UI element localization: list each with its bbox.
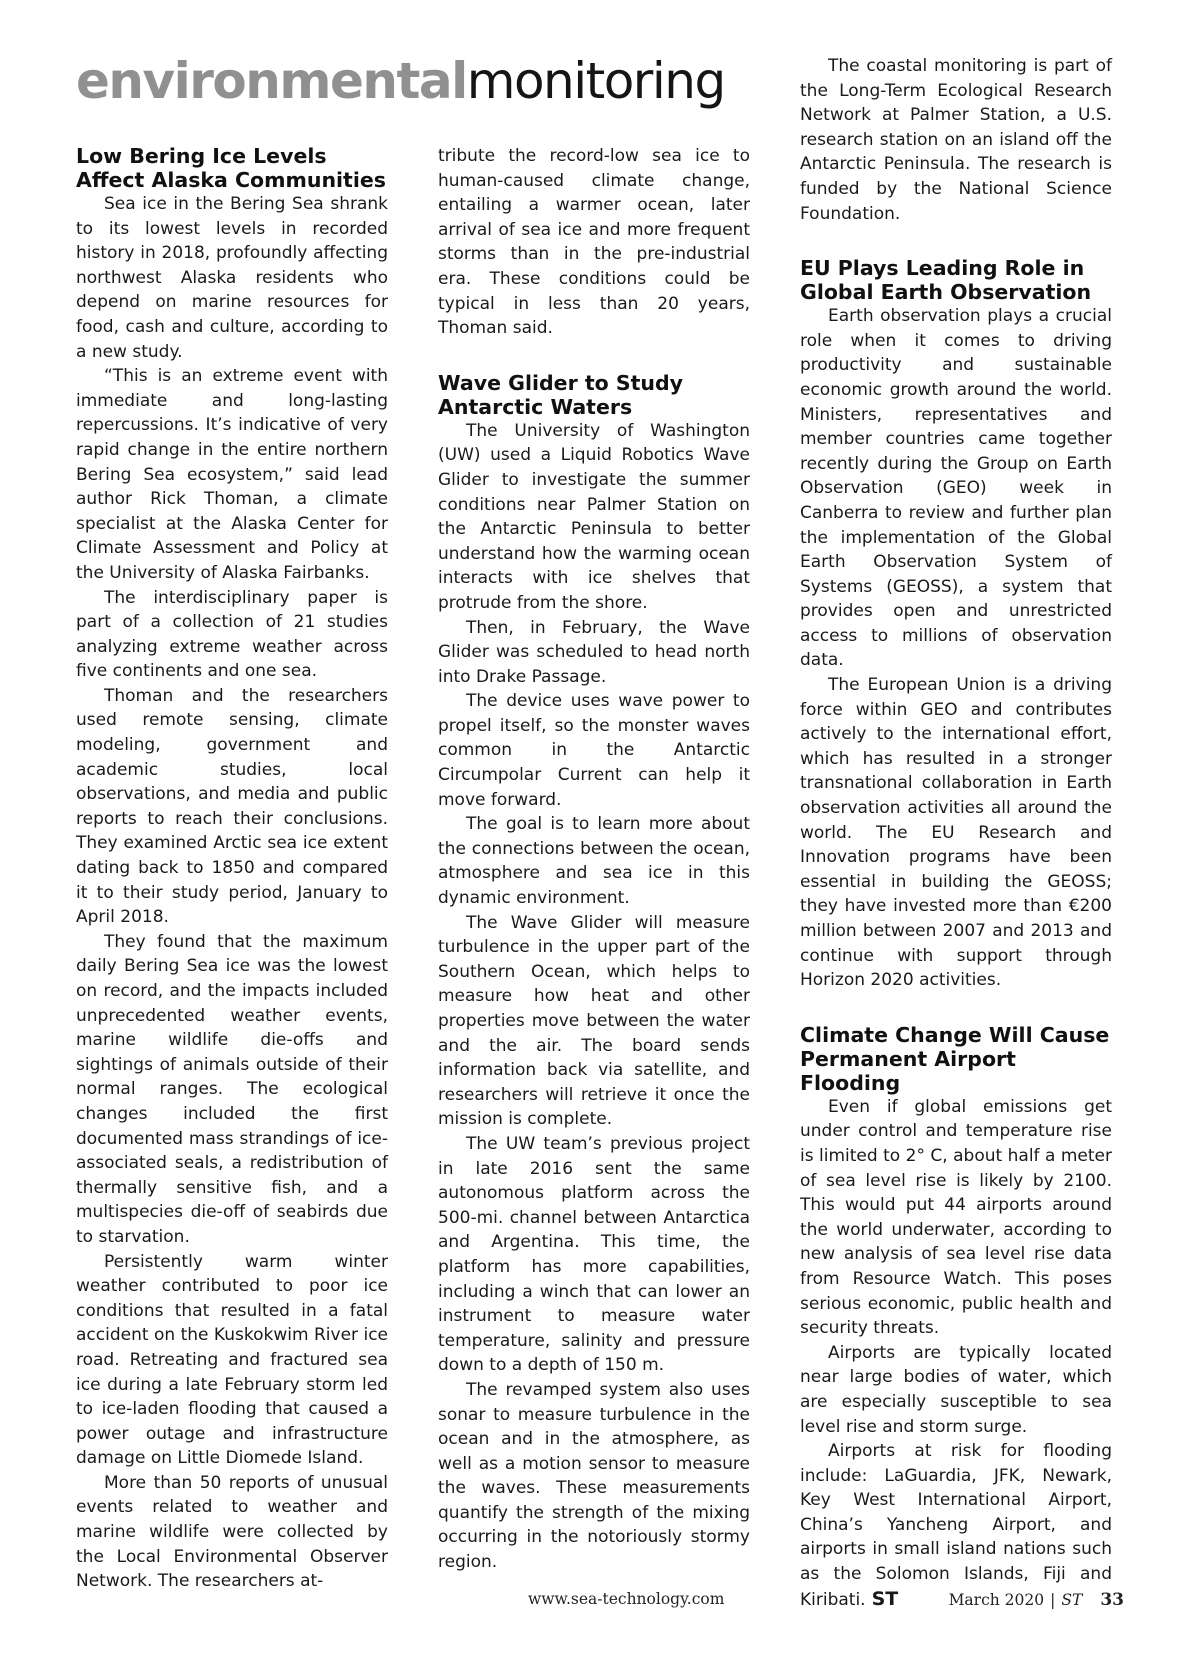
title-bold: environmental [76,52,467,110]
headline-line: EU Plays Leading Role in [800,256,1085,281]
paragraph: The University of Washington (UW) used a Liquid Robotics Wave Glider to investigate the summer conditions near Palmer Station on the Antarctic Peninsula to better understand how the warming ocean interacts with ice shelves that protrude from the shore. [438,420,750,613]
paragraph: The goal is to learn more about the connections between the ocean, atmosphere and sea ice in this dynamic environment. [438,814,750,909]
paragraph: The device uses wave power to propel itself, so the monster waves common in the Antarctic Circumpolar Current can help it move forward. [438,691,750,810]
footer-url[interactable]: www.sea-technology.com [528,1590,725,1608]
headline-line: Wave Glider to Study [438,370,684,395]
column-2 [438,144,750,1575]
paragraph [800,1439,1112,1612]
paragraph: The European Union is a driving force within GEO and contributes actively to the international effort, which has resulted in a stronger transnational collaboration in Earth observation activities all around the world. The EU Research and Innovation programs have been essential in building the GEOSS; they have invested more than €200 million between 2007 and 2013 and continue with support through Horizon 2020 activities. [800,675,1112,991]
column-1 [76,144,388,1594]
headline-bering-ice [76,144,388,192]
spacer [800,226,1112,256]
paragraph: The interdisciplinary paper is part of a collection of 21 studies analyzing extreme weather across five continents and one sea. [76,587,388,682]
headline-line: Global Earth Observation [800,280,1092,305]
page-number: 33 [1100,1590,1124,1610]
spacer [800,993,1112,1023]
paragraph: Airports are typically located near large bodies of water, which are especially susceptible to sea level rise and storm surge. [800,1342,1112,1437]
footer-publication: ST [1061,1591,1083,1609]
paragraph: The UW team’s previous project in late 2016 sent the same autonomous platform across the 500-mi. channel between Antarctica and Argentina. This time, the platform has more capabilities, including a winch that can lower an instrument to measure water temperature, salinity and pressure down to a depth of 150 m. [438,1133,750,1376]
paragraph-continued: The coastal monitoring is part of the Long-Term Ecological Research Network at Palmer Station, a U.S. research station on an island off the Antarctic Peninsula. The research is funded by the National Science Foundation. [800,56,1112,224]
headline-line: Climate Change Will Cause [800,1022,1110,1047]
title-light: monitoring [466,52,725,110]
paragraph: Earth observation plays a crucial role when it comes to driving productivity and sustainable economic growth around the world. Ministers, representatives and member countries came together recently during the Group on Earth Observation (GEO) week in Canberra to review and further plan the implementation of the Global Earth Observation System of Systems (GEOSS), a system that provides open and unrestricted access to millions of observation data. [800,306,1112,671]
spacer [438,341,750,371]
paragraph: “This is an extreme event with immediate and long-lasting repercussions. It’s indicative of very rapid change in the entire northern Bering Sea ecosystem,” said lead author Rick Thoman, a climate specialist at the Alaska Center for Climate Assessment and Policy at the University of Alaska Fairbanks. [76,366,388,583]
page-title [76,46,725,116]
end-mark: ST [871,1587,899,1610]
headline-line: Low Bering Ice Levels [76,144,327,168]
paragraph: Persistently warm winter weather contributed to poor ice conditions that resulted in a fatal accident on the Kuskokwim River ice road. Retreating and fractured sea ice during a late February storm led to ice-laden flooding that caused a power outage and infrastructure damage on Little Diomede Island. [76,1251,388,1469]
paragraph: The Wave Glider will measure turbulence in the upper part of the Southern Ocean, which helps to measure how heat and other properties move between the water and the air. The board sends information back via satellite, and researchers will retrieve it once the mission is complete. [438,912,750,1130]
paragraph: Sea ice in the Bering Sea shrank to its lowest levels in recorded history in 2018, profoundly affecting northwest Alaska residents who depend on marine resources for food, cash and culture, according to a new study. [76,194,388,362]
paragraph: More than 50 reports of unusual events related to weather and marine wildlife were collected by the Local Environmental Observer Network. The researchers at- [76,1472,388,1592]
headline-airport-flooding [800,1023,1112,1095]
paragraph: Then, in February, the Wave Glider was scheduled to head north into Drake Passage. [438,617,750,687]
headline-line: Affect Alaska Communities [76,168,386,192]
footer-info [949,1590,1124,1610]
footer-date: March 2020 [948,1591,1045,1609]
column-3 [800,54,1112,1612]
headline-line: Permanent Airport Flooding [800,1046,1016,1095]
headline-eu-earth-observation [800,256,1112,304]
paragraph: They found that the maximum daily Bering Sea ice was the lowest on record, and the impacts included unprecedented weather events, marine wildlife die-offs and sightings of animals outside of their normal ranges. The ecological changes included the first documented mass strandings of ice-associated seals, a redistribution of thermally sensitive fish, and a multispecies die-off of seabirds due to starvation. [76,931,388,1247]
paragraph: The revamped system also uses sonar to measure turbulence in the ocean and in the atmosphere, as well as a motion sensor to measure the waves. These measurements quantify the strength of the mixing occurring in the notoriously stormy region. [438,1379,750,1573]
headline-line: Antarctic Waters [438,394,633,419]
paragraph-continued: tribute the record-low sea ice to human-caused climate change, entailing a warmer ocean, later arrival of sea ice and more frequent storms than in the pre-industrial era. These conditions could be typical in less than 20 years, Thoman said. [438,146,750,339]
paragraph: Even if global emissions get under control and temperature rise is limited to 2° C, about half a meter of sea level rise is likely by 2100. This would put 44 airports around the world underwater, according to new analysis of sea level rise data from Resource Watch. This poses serious economic, public health and security threats. [800,1096,1112,1339]
footer-separator: | [1050,1591,1056,1609]
headline-wave-glider [438,371,750,419]
paragraph-text: Airports at risk for flooding include: LaGuardia, JFK, Newark, Key West International Airport, China’s Yancheng Airport, and airports in small island nations such as the Solomon Islands, Fiji and Kiribati. [800,1441,1112,1610]
paragraph: Thoman and the researchers used remote sensing, climate modeling, government and academic studies, local observations, and media and public reports to reach their conclusions. They examined Arctic sea ice extent dating back to 1850 and compared it to their study period, January to April 2018. [76,685,388,928]
